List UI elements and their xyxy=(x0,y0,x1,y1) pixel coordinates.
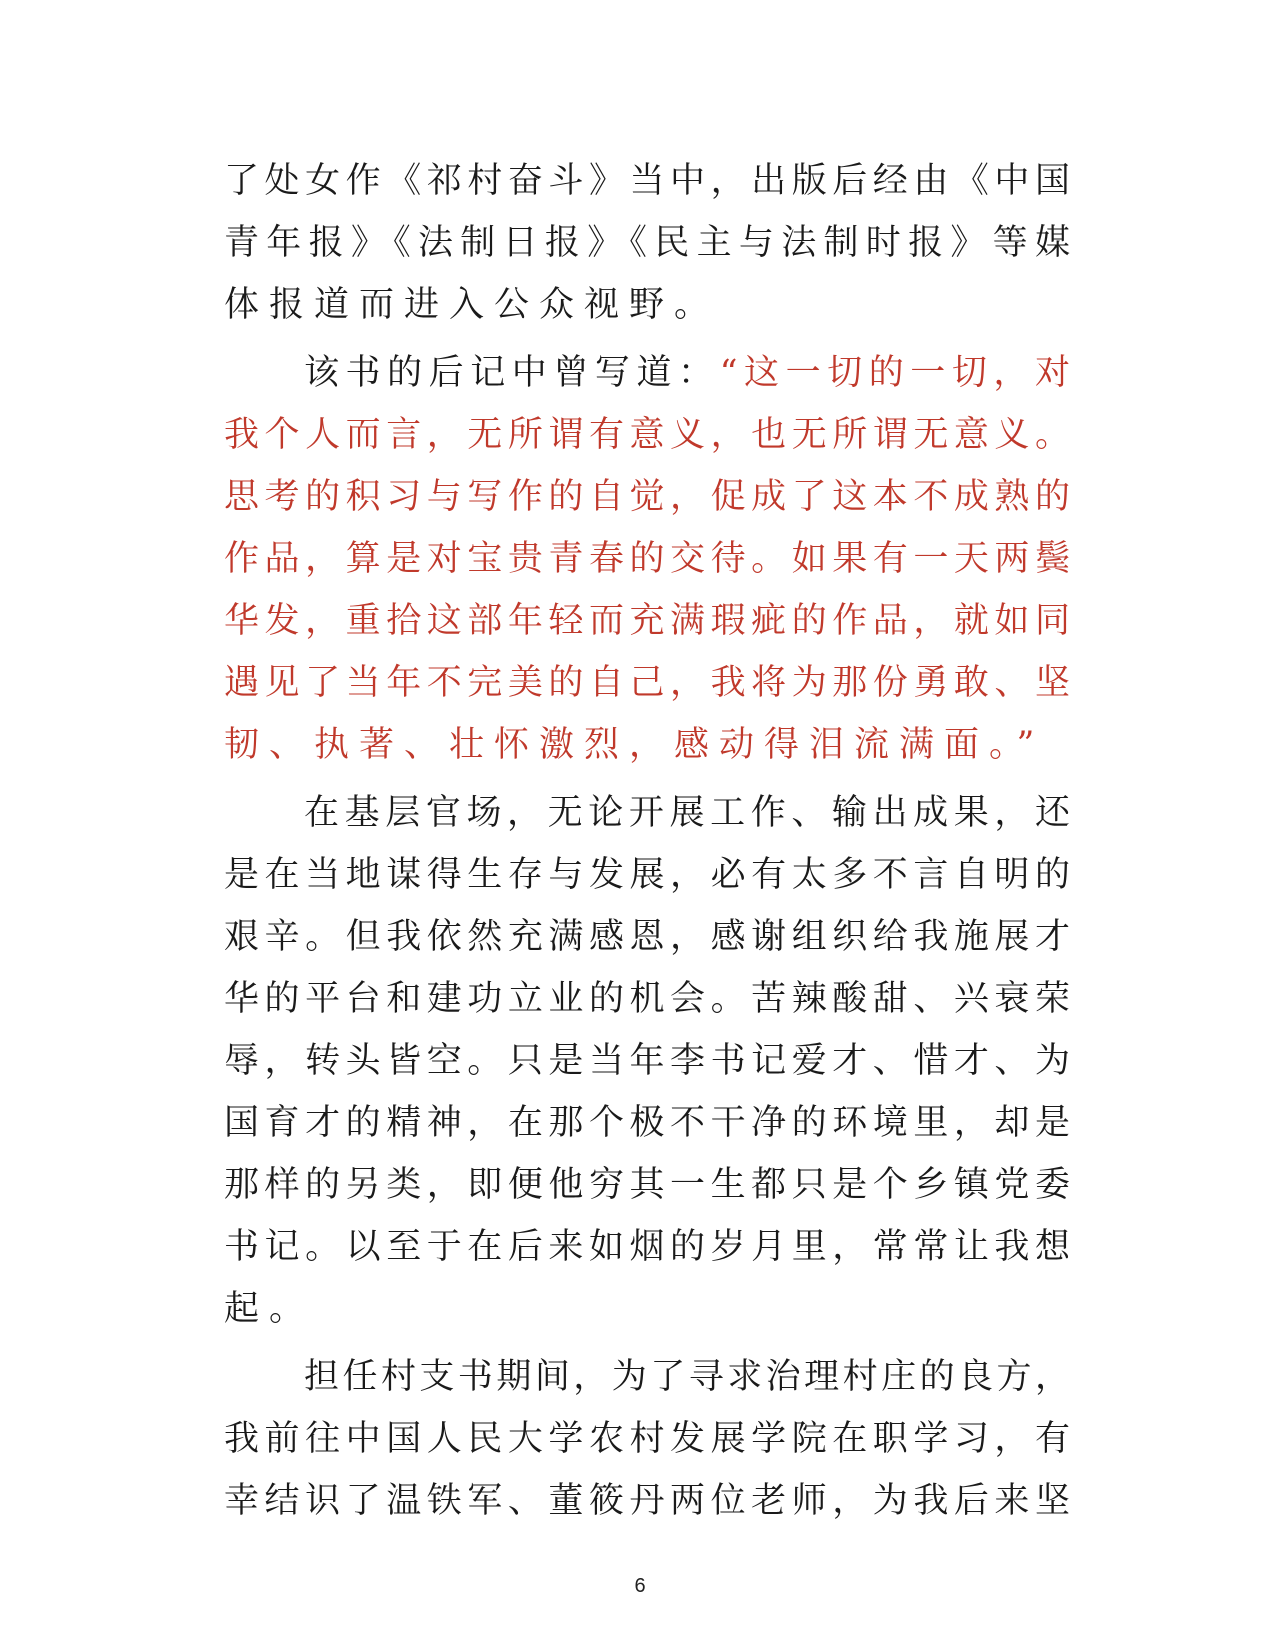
quote-line: 韧、执著、壮怀激烈，感动得泪流满面。” xyxy=(224,725,1045,765)
text-line: 辱，转头皆空。只是当年李书记爱才、惜才、为 xyxy=(224,1041,1070,1081)
quote-intro: 该书的后记中曾写道： xyxy=(304,353,720,393)
quote-line: 华发，重拾这部年轻而充满瑕疵的作品，就如同 xyxy=(224,601,1070,641)
text-line: 了处女作《祁村奋斗》当中，出版后经由《中国 xyxy=(224,161,1070,201)
text-line: 起。 xyxy=(224,1289,315,1329)
text-line xyxy=(224,342,1070,404)
text-line: 那样的另类，即便他穷其一生都只是个乡镇党委 xyxy=(224,1165,1070,1205)
text-line: 我前往中国人民大学农村发展学院在职学习，有 xyxy=(224,1419,1070,1459)
text-line: 幸结识了温铁军、董筱丹两位老师，为我后来坚 xyxy=(224,1481,1070,1521)
document-body xyxy=(224,150,1070,1532)
text-line: 书记。以至于在后来如烟的岁月里，常常让我想 xyxy=(224,1227,1070,1267)
quote-line: 作品，算是对宝贵青春的交待。如果有一天两鬓 xyxy=(224,539,1070,579)
text-line: 艰辛。但我依然充满感恩，感谢组织给我施展才 xyxy=(224,917,1070,957)
quote-line: 我个人而言，无所谓有意义，也无所谓无意义。 xyxy=(224,415,1070,455)
quote-line: 思考的积习与写作的自觉，促成了这本不成熟的 xyxy=(224,477,1070,517)
quote-line: 遇见了当年不完美的自己，我将为那份勇敢、坚 xyxy=(224,663,1070,703)
page-number: 6 xyxy=(634,1575,646,1597)
text-line: 是在当地谋得生存与发展，必有太多不言自明的 xyxy=(224,855,1070,895)
text-line: 华的平台和建功立业的机会。苦辣酸甜、兴衰荣 xyxy=(224,979,1070,1019)
quote-text: “这一切的一切，对 xyxy=(719,353,1070,393)
text-line: 体报道而进入公众视野。 xyxy=(224,285,720,325)
text-line: 国育才的精神，在那个极不干净的环境里，却是 xyxy=(224,1103,1070,1143)
text-line: 青年报》《法制日报》《民主与法制时报》等媒 xyxy=(224,223,1070,263)
text-line: 在基层官场，无论开展工作、输出成果，还 xyxy=(304,793,1070,833)
text-line: 担任村支书期间，为了寻求治理村庄的良方， xyxy=(304,1357,1070,1397)
